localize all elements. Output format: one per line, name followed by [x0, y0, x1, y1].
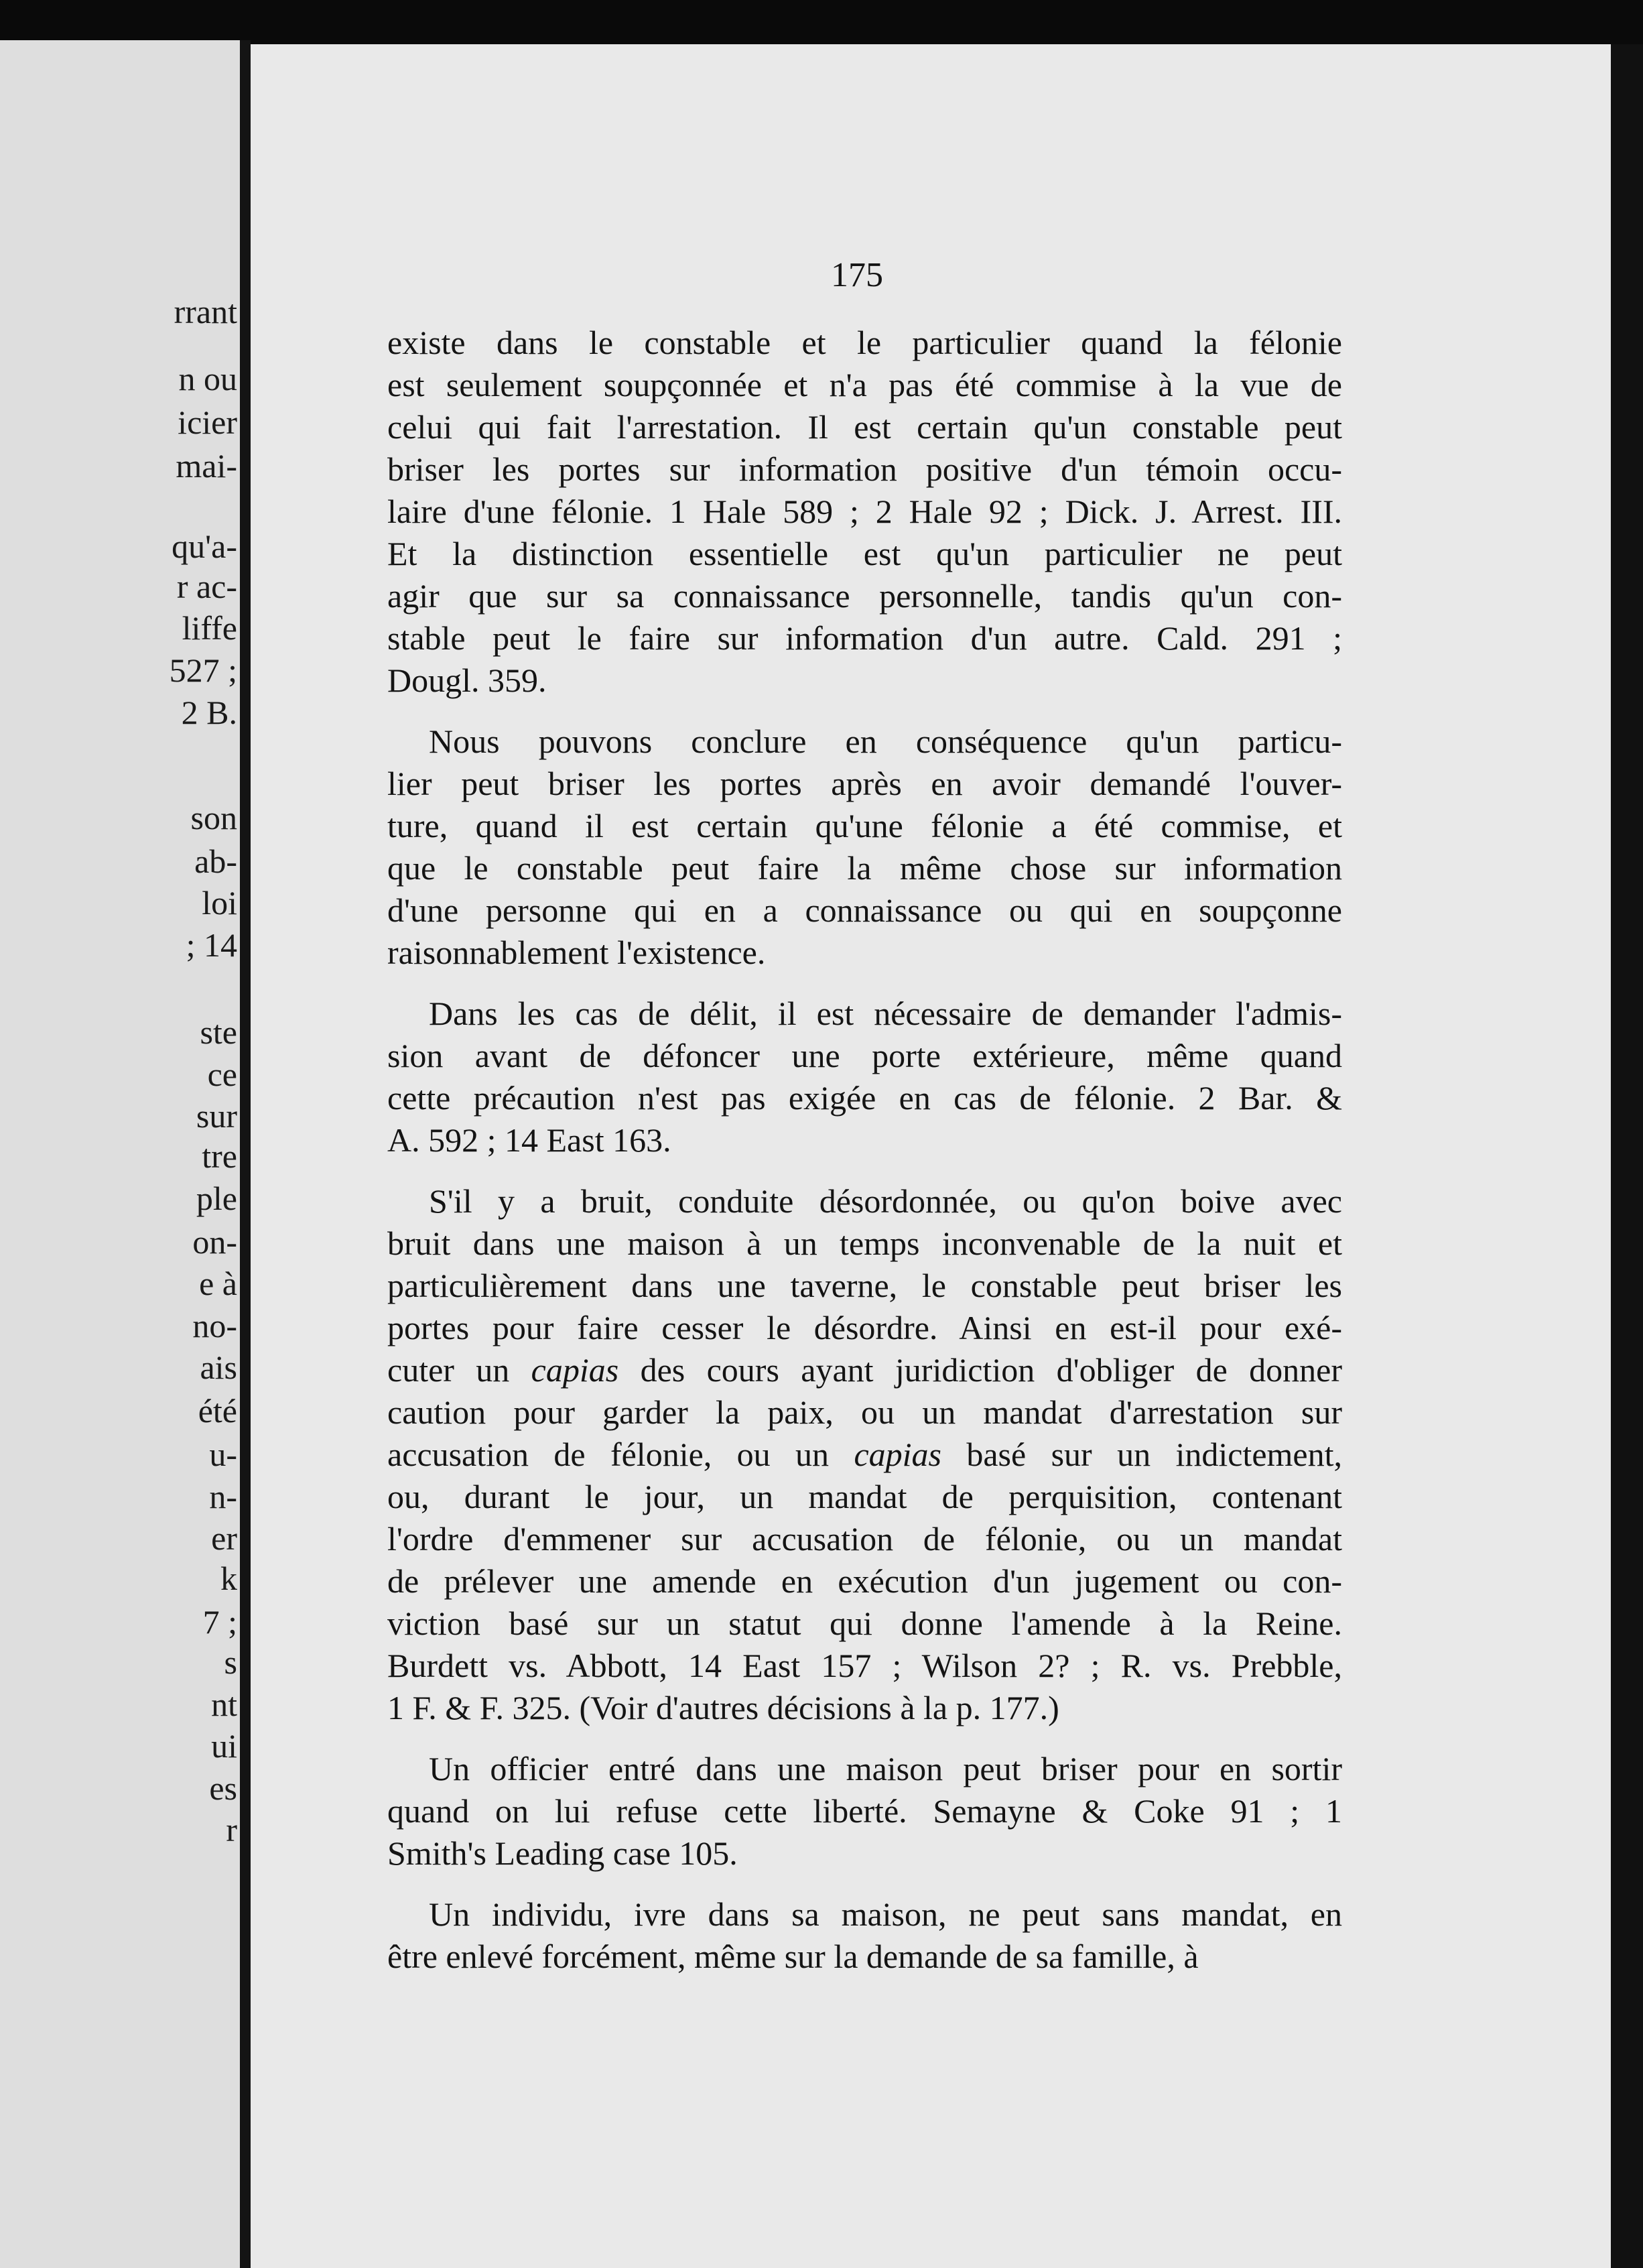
- text-line: de prélever une amende en exécution d'un jugement ou con-: [387, 1562, 1342, 1600]
- left-page-fragment: k: [220, 1560, 237, 1597]
- left-page-fragment: sur: [196, 1097, 237, 1135]
- text-line: existe dans le constable et le particulier quand la félonie: [387, 324, 1342, 361]
- left-page-fragment: liffe: [182, 609, 237, 647]
- text-line: Burdett vs. Abbott, 14 East 157 ; Wilson 2? ; R. vs. Prebble,: [387, 1647, 1342, 1684]
- text-line: être enlevé forcément, même sur la demande de sa famille, à: [387, 1938, 1199, 1975]
- left-page-fragment: 527 ;: [169, 651, 237, 689]
- left-page-fragment: er: [211, 1519, 237, 1557]
- text-line: Nous pouvons conclure en conséquence qu'un particu-: [429, 722, 1342, 760]
- text-line: celui qui fait l'arrestation. Il est certain qu'un constable peut: [387, 408, 1342, 446]
- page-edge: [1611, 44, 1643, 2268]
- left-page-fragment: ; 14: [186, 926, 237, 964]
- text-line: est seulement soupçonnée et n'a pas été commise à la vue de: [387, 366, 1342, 403]
- text-line: 1 F. & F. 325. (Voir d'autres décisions à la p. 177.): [387, 1689, 1059, 1726]
- text-line: sion avant de défoncer une porte extérieure, même quand: [387, 1037, 1342, 1074]
- left-page-fragment: tre: [202, 1137, 237, 1175]
- text-line: S'il y a bruit, conduite désordonnée, ou qu'on boive avec: [429, 1182, 1342, 1220]
- paragraph: [387, 322, 1342, 702]
- text-line: Un officier entré dans une maison peut briser pour en sortir: [429, 1750, 1342, 1787]
- left-page-fragment: r ac-: [176, 568, 237, 605]
- text-line: Et la distinction essentielle est qu'un particulier ne peut: [387, 535, 1342, 572]
- left-page: [0, 40, 240, 2268]
- text-line: l'ordre d'emmener sur accusation de félonie, ou un mandat: [387, 1520, 1342, 1558]
- left-page-fragment: ui: [211, 1727, 237, 1765]
- text-line: cuter un capias des cours ayant juridiction d'obliger de donner: [387, 1351, 1342, 1389]
- paragraph: [387, 1893, 1342, 1978]
- left-page-fragment: u-: [209, 1436, 237, 1473]
- left-page-fragment: ais: [200, 1348, 237, 1386]
- left-page-fragment: e à: [199, 1265, 237, 1302]
- text-line: A. 592 ; 14 East 163.: [387, 1121, 671, 1159]
- left-page-fragment: son: [190, 799, 237, 836]
- text-line: quand on lui refuse cette liberté. Semayne & Coke 91 ; 1: [387, 1792, 1342, 1830]
- text-line: Smith's Leading case 105.: [387, 1834, 738, 1872]
- left-page-fragment: ab-: [194, 842, 237, 880]
- body-text: [387, 322, 1342, 1997]
- text-line: ture, quand il est certain qu'une félonie a été commise, et: [387, 807, 1342, 844]
- left-page-fragment: rrant: [174, 293, 237, 330]
- left-page-fragment: nt: [211, 1686, 237, 1723]
- text-line: Dougl. 359.: [387, 662, 547, 699]
- text-line: Dans les cas de délit, il est nécessaire de demander l'admis-: [429, 995, 1342, 1032]
- left-page-fragment: mai-: [176, 447, 237, 485]
- left-page-fragment: es: [209, 1769, 237, 1807]
- left-page-fragment: n-: [209, 1478, 237, 1515]
- text-line: que le constable peut faire la même chose sur information: [387, 849, 1342, 887]
- text-line: particulièrement dans une taverne, le constable peut briser les: [387, 1267, 1342, 1304]
- text-line: lier peut briser les portes après en avoir demandé l'ouver-: [387, 765, 1342, 802]
- text-line: laire d'une félonie. 1 Hale 589 ; 2 Hale 92 ; Dick. J. Arrest. III.: [387, 493, 1342, 530]
- text-line: agir que sur sa connaissance personnelle, tandis qu'un con-: [387, 577, 1342, 615]
- left-page-fragment: ce: [207, 1056, 237, 1093]
- left-page-fragment: 7 ;: [202, 1603, 237, 1641]
- left-page-fragment: s: [224, 1643, 237, 1681]
- paragraph: [387, 1180, 1342, 1729]
- left-page-fragment: no-: [192, 1307, 237, 1344]
- left-page-fragment: 2 B.: [181, 694, 237, 731]
- paragraph: [387, 993, 1342, 1161]
- paragraph: [387, 1748, 1342, 1875]
- left-page-fragment: on-: [192, 1223, 237, 1261]
- left-page-fragment: icier: [178, 403, 237, 441]
- text-line: caution pour garder la paix, ou un mandat d'arrestation sur: [387, 1393, 1342, 1431]
- left-page-fragment: ste: [200, 1013, 237, 1051]
- text-line: cette précaution n'est pas exigée en cas de félonie. 2 Bar. &: [387, 1079, 1342, 1117]
- text-line: ou, durant le jour, un mandat de perquisition, contenant: [387, 1478, 1342, 1515]
- left-page-fragment: loi: [202, 884, 237, 922]
- text-line: stable peut le faire sur information d'un autre. Cald. 291 ;: [387, 619, 1342, 657]
- paragraph: [387, 720, 1342, 974]
- text-line: portes pour faire cesser le désordre. Ainsi en est-il pour exé-: [387, 1309, 1342, 1346]
- book-gutter: [240, 40, 251, 2268]
- text-line: raisonnablement l'existence.: [387, 934, 766, 971]
- left-page-fragment: été: [198, 1392, 237, 1430]
- left-page-fragment: n ou: [178, 360, 237, 397]
- left-page-fragment: ple: [196, 1180, 237, 1217]
- text-line: briser les portes sur information positive d'un témoin occu-: [387, 450, 1342, 488]
- text-line: bruit dans une maison à un temps inconvenable de la nuit et: [387, 1224, 1342, 1262]
- left-page-fragment: r: [226, 1811, 237, 1848]
- text-line: viction basé sur un statut qui donne l'amende à la Reine.: [387, 1604, 1342, 1642]
- left-page-fragment: qu'a-: [172, 527, 237, 565]
- text-line: d'une personne qui en a connaissance ou qui en soupçonne: [387, 891, 1342, 929]
- text-line: Un individu, ivre dans sa maison, ne peut sans mandat, en: [429, 1895, 1342, 1933]
- page-number: 175: [831, 256, 883, 294]
- text-line: accusation de félonie, ou un capias basé sur un indictement,: [387, 1436, 1342, 1473]
